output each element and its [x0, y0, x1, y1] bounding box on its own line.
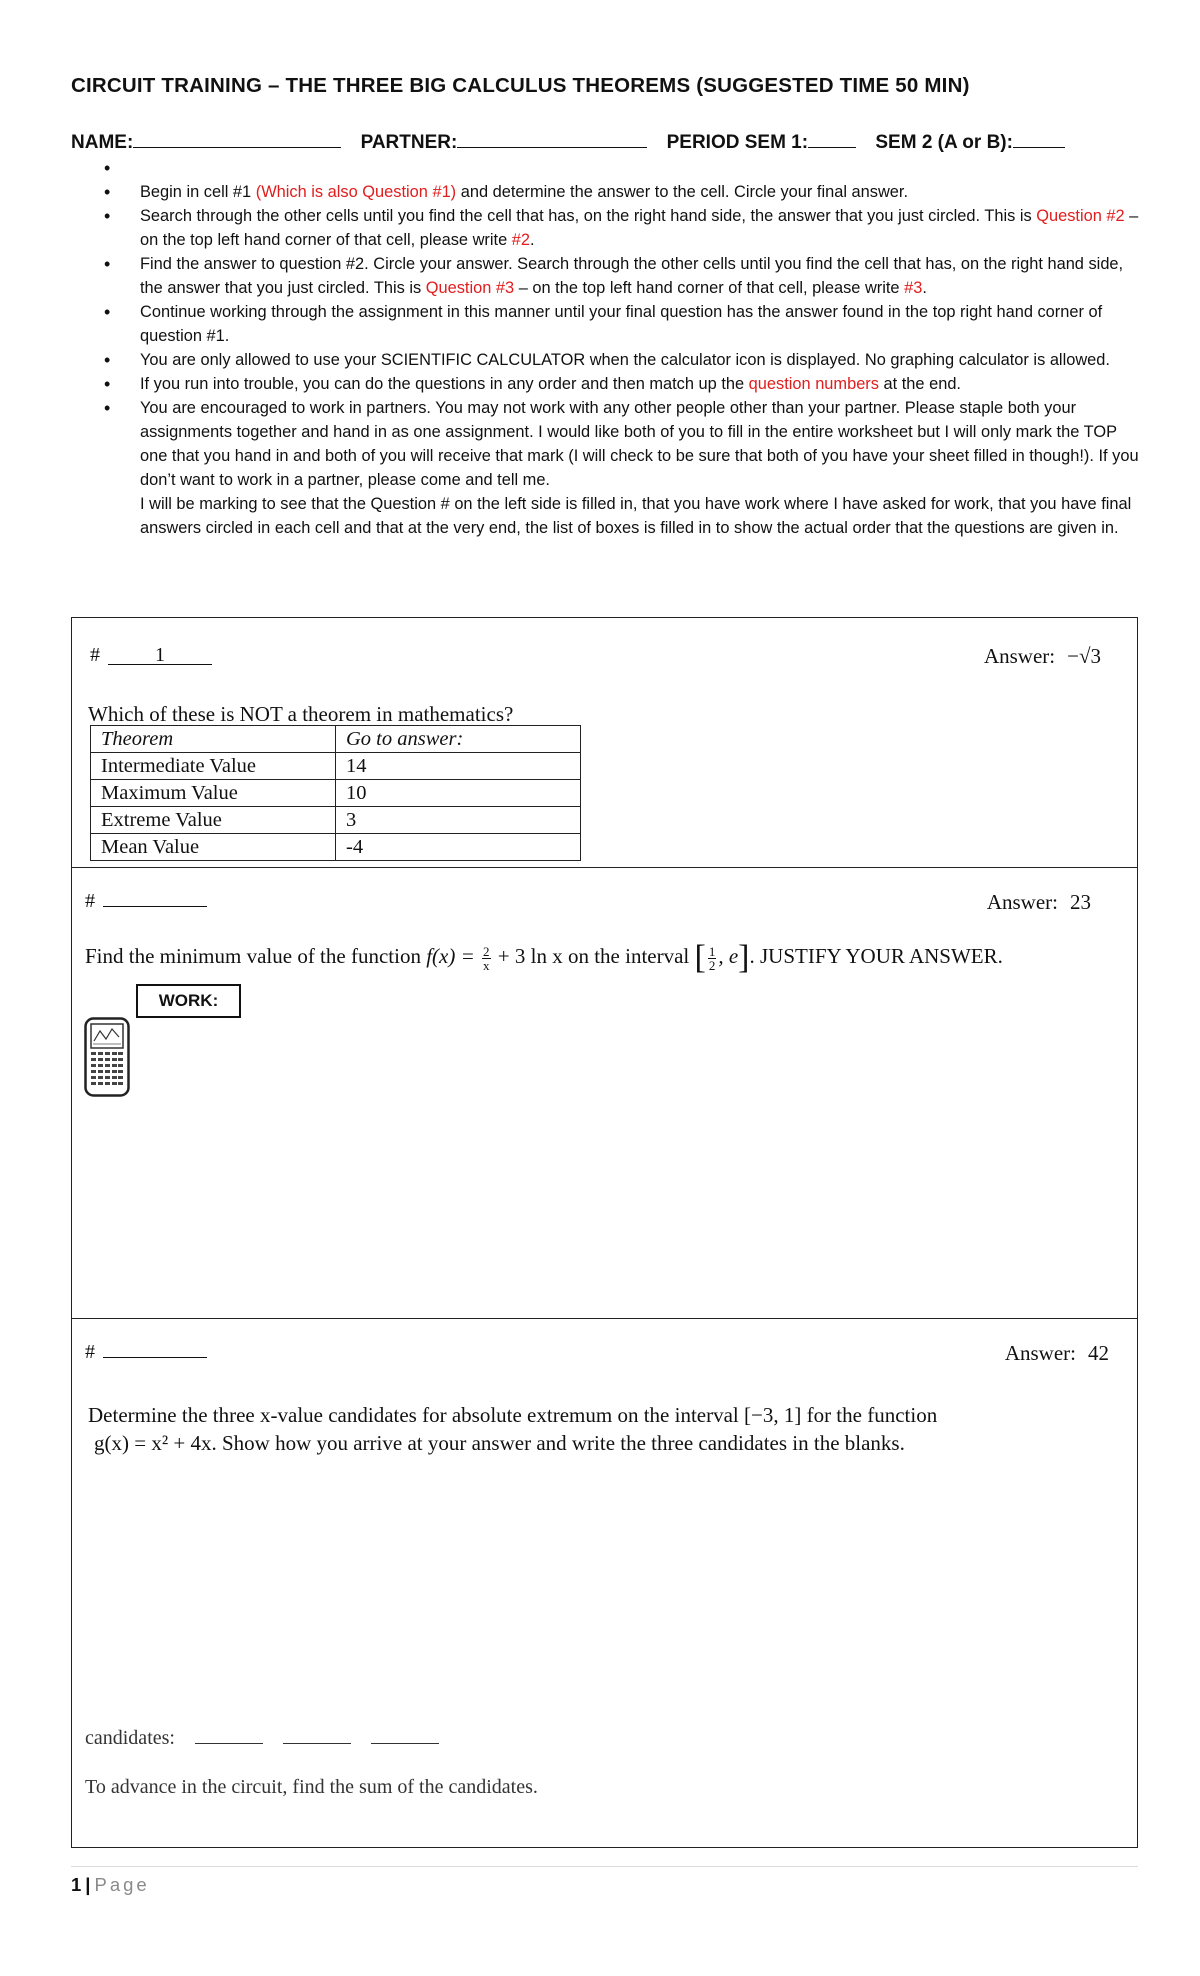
answer-value: 23: [1070, 890, 1091, 914]
list-item: • Find the answer to question #2. Circle your answer. Search through the other cells until you find the cell that has, on the right hand side, the answer that you just circled. This is Question #3 – on the top left hand corner of that cell, please write #3.: [104, 252, 1144, 300]
question-cell-3: [71, 1318, 1138, 1848]
table-row: Intermediate Value 14: [91, 753, 581, 780]
sem2-label: SEM 2 (A or B):: [875, 132, 1013, 153]
sem2-blank[interactable]: [1013, 133, 1065, 148]
question-number: #: [85, 1341, 207, 1364]
table-row: Extreme Value 3: [91, 807, 581, 834]
list-item: • Begin in cell #1 (Which is also Question #1) and determine the answer to the cell. Circle your final answer.: [104, 180, 1144, 204]
question-number-blank[interactable]: [103, 1357, 207, 1358]
page-number: 1: [71, 1874, 82, 1895]
question-number: # 1: [90, 644, 212, 667]
question-number-blank[interactable]: 1: [108, 646, 212, 665]
partner-blank[interactable]: [457, 133, 647, 148]
period-sem1-label: PERIOD SEM 1:: [666, 132, 809, 153]
name-blank[interactable]: [133, 133, 341, 148]
question-text: Determine the three x-value candidates for absolute extremum on the interval [−3, 1] for the function g(x) = x² + 4x. Show how you arrive at your answer and write the three candidates in the blanks.: [88, 1403, 938, 1455]
page-title: CIRCUIT TRAINING – THE THREE BIG CALCULUS THEOREMS (SUGGESTED TIME 50 MIN): [71, 74, 970, 97]
question-cell-2: [71, 867, 1138, 1319]
advance-instruction: To advance in the circuit, find the sum of the candidates.: [85, 1776, 538, 1798]
student-info-header: [71, 132, 1065, 154]
question-text: Which of these is NOT a theorem in mathematics?: [88, 702, 514, 726]
candidate-blank[interactable]: [283, 1733, 351, 1744]
candidate-blank[interactable]: [371, 1733, 439, 1744]
table-header-row: Theorem Go to answer:: [91, 726, 581, 753]
list-item: • You are only allowed to use your SCIENTIFIC CALCULATOR when the calculator icon is displayed. No graphing calculator is allowed.: [104, 348, 1144, 372]
question-number-blank[interactable]: [103, 906, 207, 907]
period-sem1-blank[interactable]: [808, 133, 856, 148]
page-label: Page: [94, 1874, 150, 1895]
partner-label: PARTNER:: [360, 132, 458, 153]
candidates-row: candidates:: [85, 1727, 439, 1750]
theorem-table: [90, 725, 581, 861]
answer-value: 42: [1088, 1341, 1109, 1365]
instructions-list: [104, 156, 1144, 540]
list-item: • Continue working through the assignment in this manner until your final question has the answer found in the top right hand corner of question #1.: [104, 300, 1144, 348]
list-item: • You are encouraged to work in partners. You may not work with any other people other than your partner. Please staple both your assignments together and hand in as one assignment. I would like both of you to fill in the entire worksheet but I will only mark the TOP one that you hand in and both of you will receive that mark (I will check to be sure that both of you have your sheet filled in though!). If you don’t want to work in a partner, please come and tell me.: [104, 396, 1144, 492]
cell-answer: Answer: 42: [1004, 1341, 1109, 1365]
footer-divider: [71, 1866, 1138, 1867]
name-label: NAME:: [71, 132, 134, 153]
cell-answer: Answer: 23: [986, 890, 1091, 914]
table-row: Maximum Value 10: [91, 780, 581, 807]
calculator-icon: [84, 1017, 130, 1097]
question-text: Find the minimum value of the function f(x) = $\frac{2}{x}$ + 3 ln x on the interval [ $\frac{1}{2}$ , e]. JUSTIFY YOUR ANSWER.: [85, 939, 1003, 977]
work-label-box: WORK:: [136, 984, 241, 1018]
list-item: I will be marking to see that the Question # on the left side is filled in, that you have work where I have asked for work, that you have final answers circled in each cell and that at the very end, the list of boxes is filled in to show the actual order that the questions are given in.: [140, 495, 1132, 537]
question-cell-1: [71, 617, 1138, 867]
question-number: #: [85, 890, 207, 913]
list-item: • If you run into trouble, you can do the questions in any order and then match up the question numbers at the end.: [104, 372, 1144, 396]
cell-answer: Answer: −√3: [983, 644, 1101, 668]
answer-value: −√3: [1067, 644, 1101, 668]
list-item: • Search through the other cells until you find the cell that has, on the right hand side, the answer that you just circled. This is Question #2 – on the top left hand corner of that cell, please write #2.: [104, 204, 1144, 252]
page-footer: 1 | Page: [71, 1874, 150, 1895]
candidate-blank[interactable]: [195, 1733, 263, 1744]
list-item: [104, 156, 1144, 180]
table-row: Mean Value -4: [91, 834, 581, 861]
